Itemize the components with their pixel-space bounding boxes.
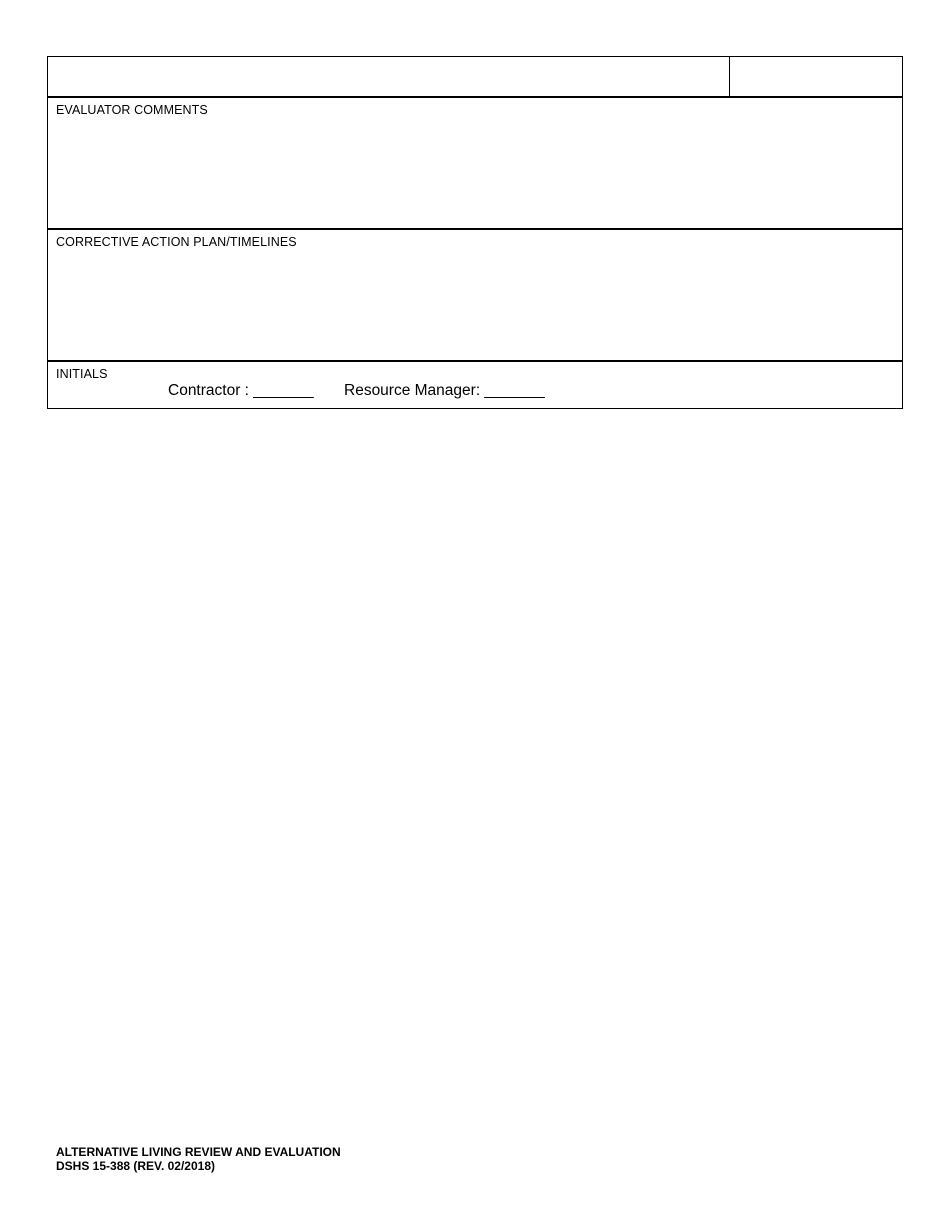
header-main-field[interactable]	[48, 57, 730, 96]
form-footer	[56, 1145, 341, 1173]
review-form-table	[47, 56, 903, 409]
evaluator-comments-section[interactable]	[48, 98, 902, 230]
form-header-row	[48, 57, 902, 98]
initials-section	[48, 362, 902, 408]
corrective-action-label: CORRECTIVE ACTION PLAN/TIMELINES	[56, 235, 297, 249]
resource-manager-initials-field[interactable]: Resource Manager: _______	[344, 382, 545, 399]
initials-label: INITIALS	[56, 367, 108, 381]
header-side-field[interactable]	[730, 57, 902, 96]
evaluator-comments-label: EVALUATOR COMMENTS	[56, 103, 208, 117]
footer-form-number: DSHS 15-388 (REV. 02/2018)	[56, 1159, 215, 1173]
contractor-initials-field[interactable]: Contractor : _______	[168, 382, 314, 399]
corrective-action-section[interactable]	[48, 230, 902, 362]
footer-form-title: ALTERNATIVE LIVING REVIEW AND EVALUATION	[56, 1145, 341, 1159]
